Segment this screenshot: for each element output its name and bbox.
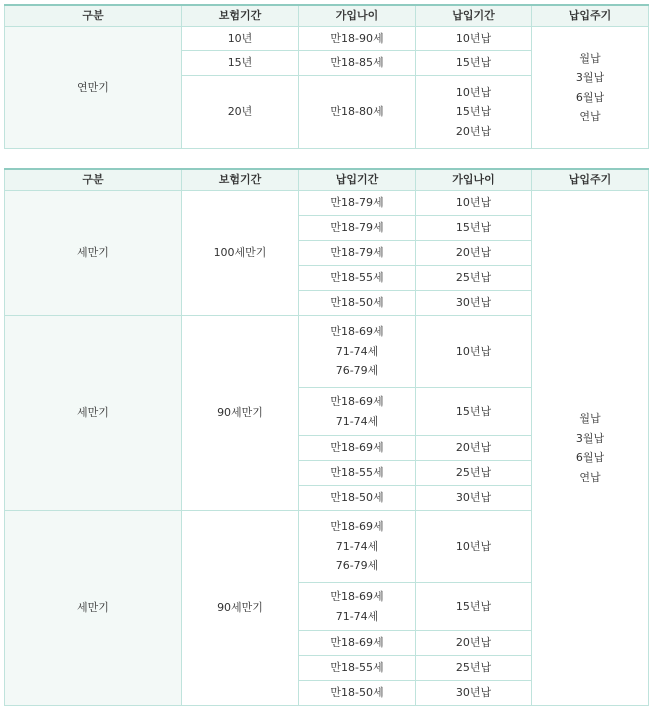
payment-period-cell: 10년납 [416,191,532,216]
payment-period-cell: 20년납 [416,436,532,461]
age-cell: 만18-79세 [299,216,416,241]
category-cell: 세만기 [5,191,182,316]
age-cell: 만18-50세 [299,291,416,316]
insurance-period-cell: 90세만기 [182,316,299,511]
entry-age-cell: 만18-90세 [299,27,416,51]
header-payment-cycle: 납입주기 [532,5,649,27]
age-cell: 만18-79세 [299,241,416,266]
age-cell: 만18-79세 [299,191,416,216]
category-cell: 세만기 [5,511,182,706]
insurance-period-cell: 15년 [182,51,299,76]
age-cell: 만18-69세 71-74세 [299,583,416,631]
payment-cycle-cell: 월납 3월납 6월납 연납 [532,27,649,149]
category-cell: 세만기 [5,316,182,511]
payment-period-cell: 10년납 15년납 20년납 [416,76,532,149]
age-cell: 만18-50세 [299,681,416,706]
payment-period-cell: 10년납 [416,27,532,51]
payment-period-cell: 15년납 [416,583,532,631]
table-row [5,27,649,51]
age-cell: 만18-50세 [299,486,416,511]
table-header-row [5,5,649,27]
category-cell: 연만기 [5,27,182,149]
payment-period-cell: 10년납 [416,511,532,583]
header-category: 구분 [5,169,182,191]
age-cell: 만18-69세 71-74세 76-79세 [299,511,416,583]
table-header-row [5,169,649,191]
age-cell: 만18-55세 [299,656,416,681]
header-category: 구분 [5,5,182,27]
entry-age-cell: 만18-85세 [299,51,416,76]
entry-age-cell: 만18-80세 [299,76,416,149]
age-cell: 만18-69세 71-74세 76-79세 [299,316,416,388]
payment-period-cell: 30년납 [416,681,532,706]
insurance-period-cell: 20년 [182,76,299,149]
header-payment-period: 납입기간 [299,169,416,191]
header-insurance-period: 보험기간 [182,169,299,191]
table-row [5,191,649,216]
payment-period-cell: 25년납 [416,266,532,291]
payment-period-cell: 25년납 [416,461,532,486]
payment-period-cell: 20년납 [416,631,532,656]
payment-period-cell: 15년납 [416,388,532,436]
payment-period-cell: 15년납 [416,216,532,241]
header-entry-age: 가입나이 [299,5,416,27]
term-maturity-table [4,4,649,149]
payment-period-cell: 15년납 [416,51,532,76]
header-insurance-period: 보험기간 [182,5,299,27]
age-cell: 만18-55세 [299,266,416,291]
insurance-period-cell: 90세만기 [182,511,299,706]
payment-period-cell: 30년납 [416,486,532,511]
age-maturity-table [4,168,649,706]
payment-period-cell: 10년납 [416,316,532,388]
age-cell: 만18-69세 [299,436,416,461]
age-cell: 만18-55세 [299,461,416,486]
insurance-period-cell: 10년 [182,27,299,51]
header-entry-age: 가입나이 [416,169,532,191]
age-cell: 만18-69세 71-74세 [299,388,416,436]
header-payment-cycle: 납입주기 [532,169,649,191]
payment-period-cell: 20년납 [416,241,532,266]
payment-cycle-cell: 월납 3월납 6월납 연납 [532,191,649,706]
header-payment-period: 납입기간 [416,5,532,27]
age-cell: 만18-69세 [299,631,416,656]
insurance-period-cell: 100세만기 [182,191,299,316]
payment-period-cell: 30년납 [416,291,532,316]
payment-period-cell: 25년납 [416,656,532,681]
